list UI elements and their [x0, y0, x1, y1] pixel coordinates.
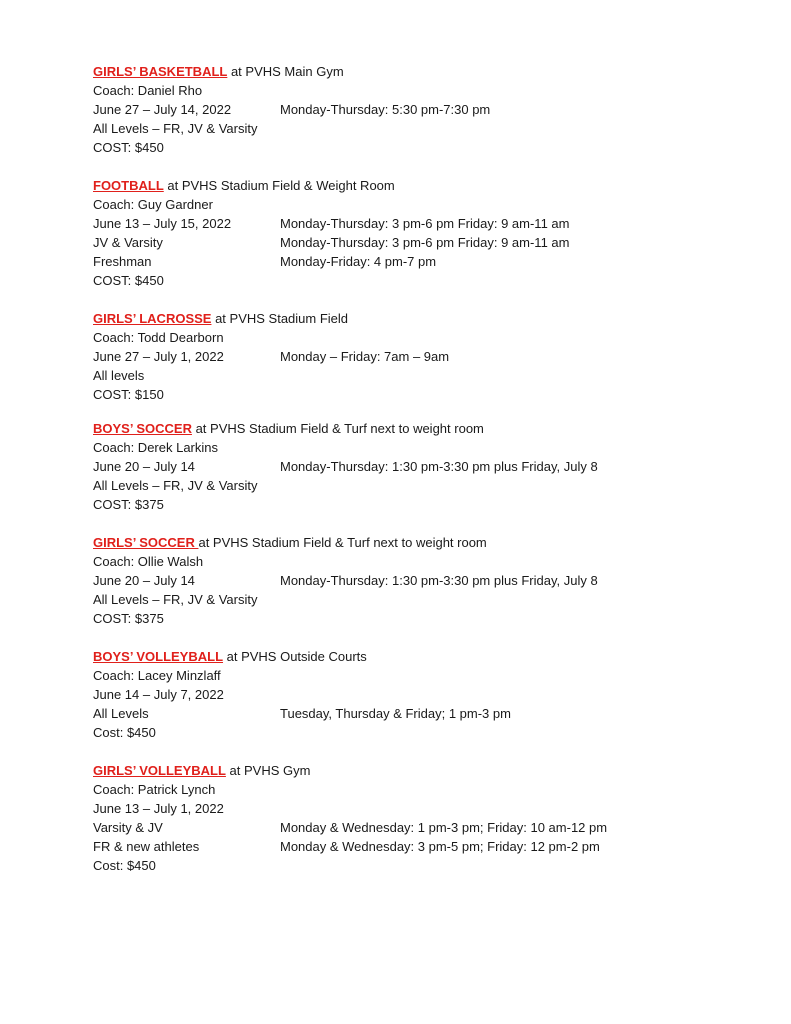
detail-row — [93, 252, 437, 271]
section-heading — [93, 761, 310, 780]
detail-left: Varsity & JV — [93, 820, 163, 835]
detail-row — [93, 856, 310, 875]
detail-row — [93, 271, 395, 290]
detail-left: June 27 – July 1, 2022 — [93, 349, 224, 364]
detail-row — [93, 81, 344, 100]
detail-left: COST: $150 — [93, 387, 164, 402]
detail-left: Coach: Todd Dearborn — [93, 330, 224, 345]
detail-right: Monday-Thursday: 3 pm-6 pm Friday: 9 am-11 am — [280, 235, 570, 250]
sport-title: BOYS’ VOLLEYBALL — [93, 649, 224, 664]
detail-left: All levels — [93, 368, 145, 383]
detail-row — [93, 685, 367, 704]
section-heading — [93, 62, 344, 81]
detail-row — [93, 347, 450, 366]
detail-right: Tuesday, Thursday & Friday; 1 pm-3 pm — [280, 706, 511, 721]
detail-left: June 13 – July 15, 2022 — [93, 216, 232, 231]
sport-location: at PVHS Stadium Field & Turf next to weight room — [191, 421, 484, 436]
detail-row — [93, 214, 570, 233]
detail-right: Monday-Thursday: 1:30 pm-3:30 pm plus Friday, July 8 — [280, 459, 598, 474]
detail-left: Coach: Ollie Walsh — [93, 554, 204, 569]
detail-left: All Levels – FR, JV & Varsity — [93, 592, 258, 607]
detail-right: Monday-Thursday: 1:30 pm-3:30 pm plus Friday, July 8 — [280, 573, 598, 588]
section-girls-soccer — [93, 533, 598, 628]
detail-right: Monday – Friday: 7am – 9am — [280, 349, 450, 364]
detail-left: COST: $450 — [93, 140, 164, 155]
detail-row — [93, 119, 344, 138]
detail-row — [93, 385, 348, 404]
section-heading — [93, 533, 487, 552]
section-girls-volleyball — [93, 761, 608, 875]
detail-left: June 20 – July 14 — [93, 459, 195, 474]
sport-title: GIRLS’ BASKETBALL — [93, 64, 228, 79]
detail-left: June 14 – July 7, 2022 — [93, 687, 224, 702]
detail-row — [93, 609, 487, 628]
detail-row — [93, 590, 487, 609]
detail-right: Monday-Thursday: 3 pm-6 pm Friday: 9 am-11 am — [280, 216, 570, 231]
detail-left: Coach: Daniel Rho — [93, 83, 203, 98]
detail-left: June 13 – July 1, 2022 — [93, 801, 224, 816]
detail-row — [93, 666, 367, 685]
detail-left: All Levels — [93, 706, 149, 721]
detail-row — [93, 818, 608, 837]
detail-row — [93, 723, 367, 742]
detail-row — [93, 328, 348, 347]
sport-location: at PVHS Stadium Field & Turf next to weight room — [198, 535, 487, 550]
detail-row — [93, 780, 310, 799]
section-heading — [93, 419, 484, 438]
detail-right: Monday-Thursday: 5:30 pm-7:30 pm — [280, 102, 491, 117]
detail-left: COST: $375 — [93, 611, 164, 626]
section-boys-volleyball — [93, 647, 511, 742]
sport-title: GIRLS’ LACROSSE — [93, 311, 212, 326]
detail-right: Monday-Friday: 4 pm-7 pm — [280, 254, 437, 269]
detail-left: COST: $450 — [93, 273, 164, 288]
detail-left: All Levels – FR, JV & Varsity — [93, 121, 258, 136]
detail-row — [93, 837, 600, 856]
section-heading — [93, 309, 348, 328]
detail-row — [93, 571, 598, 590]
detail-left: June 20 – July 14 — [93, 573, 195, 588]
sport-location: at PVHS Outside Courts — [223, 649, 367, 664]
detail-row — [93, 195, 395, 214]
sport-title: GIRLS’ SOCCER — [93, 535, 199, 550]
detail-row — [93, 233, 570, 252]
detail-left: FR & new athletes — [93, 839, 200, 854]
section-heading — [93, 647, 367, 666]
sport-location: at PVHS Stadium Field — [211, 311, 349, 326]
detail-left: Coach: Derek Larkins — [93, 440, 218, 455]
sport-title: FOOTBALL — [93, 178, 164, 193]
detail-row — [93, 704, 511, 723]
detail-row — [93, 438, 484, 457]
detail-row — [93, 476, 484, 495]
detail-right: Monday & Wednesday: 3 pm-5 pm; Friday: 12 pm-2 pm — [280, 839, 600, 854]
section-heading — [93, 176, 395, 195]
detail-left: June 27 – July 14, 2022 — [93, 102, 232, 117]
detail-left: Cost: $450 — [93, 725, 156, 740]
sport-location: at PVHS Stadium Field & Weight Room — [163, 178, 395, 193]
detail-left: Coach: Guy Gardner — [93, 197, 213, 212]
section-girls-basketball — [93, 62, 491, 157]
sport-title: BOYS’ SOCCER — [93, 421, 192, 436]
section-girls-lacrosse — [93, 309, 450, 404]
sport-title: GIRLS’ VOLLEYBALL — [93, 763, 226, 778]
detail-row — [93, 495, 484, 514]
section-football — [93, 176, 570, 290]
detail-left: JV & Varsity — [93, 235, 163, 250]
detail-left: All Levels – FR, JV & Varsity — [93, 478, 258, 493]
detail-left: Coach: Lacey Minzlaff — [93, 668, 221, 683]
section-boys-soccer — [93, 419, 598, 514]
sport-location: at PVHS Main Gym — [227, 64, 344, 79]
detail-row — [93, 552, 487, 571]
detail-left: Freshman — [93, 254, 152, 269]
detail-left: Cost: $450 — [93, 858, 156, 873]
detail-row — [93, 138, 344, 157]
detail-row — [93, 799, 310, 818]
detail-row — [93, 100, 491, 119]
detail-row — [93, 366, 348, 385]
detail-left: Coach: Patrick Lynch — [93, 782, 216, 797]
sport-location: at PVHS Gym — [225, 763, 311, 778]
detail-right: Monday & Wednesday: 1 pm-3 pm; Friday: 10 am-12 pm — [280, 820, 608, 835]
detail-row — [93, 457, 598, 476]
detail-left: COST: $375 — [93, 497, 164, 512]
